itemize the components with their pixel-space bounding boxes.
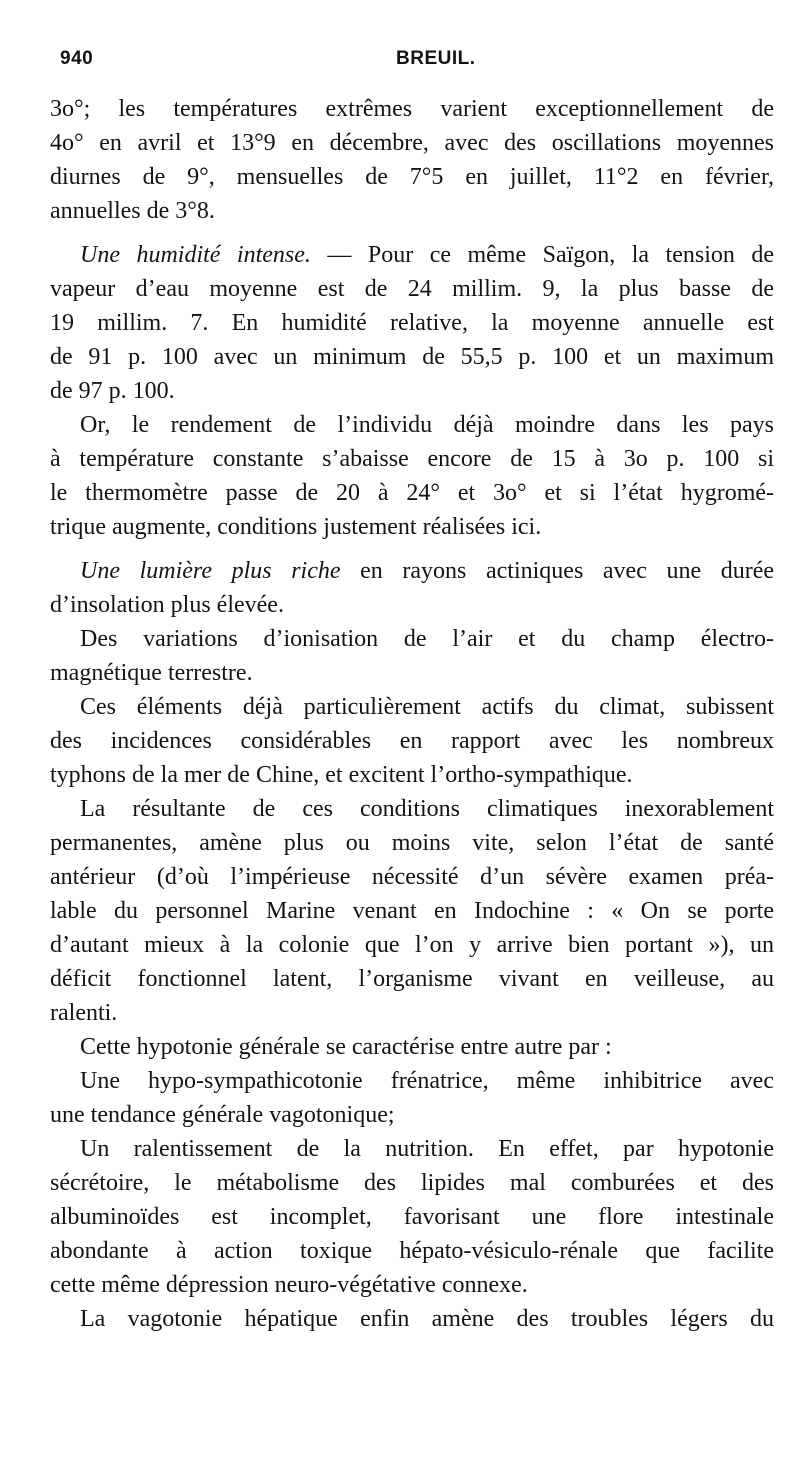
text-line: 4o° en avril et 13°9 en décembre, avec des oscillations moyennes xyxy=(50,130,774,156)
text-line: de 97 p. 100. xyxy=(50,378,175,404)
text-line: ralenti. xyxy=(50,1000,118,1026)
text-line: déficit fonctionnel latent, l’organisme vivant en veilleuse, au xyxy=(50,966,774,992)
paragraph-vagotonie xyxy=(50,1302,774,1336)
paragraph-nutrition xyxy=(50,1132,774,1302)
italic-lead-in: Une lumière plus riche xyxy=(80,558,341,584)
text-line: typhons de la mer de Chine, et excitent l’ortho-sympathique. xyxy=(50,762,633,788)
text-line: abondante à action toxique hépato-vésiculo-rénale que facilite xyxy=(50,1238,774,1264)
body-text xyxy=(50,92,774,1336)
text-line: le thermomètre passe de 20 à 24° et 3o° et si l’état hygromé- xyxy=(50,480,774,506)
text-line: cette même dépression neuro-végétative connexe. xyxy=(50,1272,528,1298)
paragraph-temperatures xyxy=(50,92,774,228)
text-line: une tendance générale vagotonique; xyxy=(50,1102,395,1128)
text-line: diurnes de 9°, mensuelles de 7°5 en juillet, 11°2 en février, xyxy=(50,164,774,190)
text-line: à température constante s’abaisse encore de 15 à 3o p. 100 si xyxy=(50,446,774,472)
text-line: antérieur (d’où l’impérieuse nécessité d’un sévère examen préa- xyxy=(50,864,774,890)
text-line: annuelles de 3°8. xyxy=(50,198,215,224)
paragraph-hypotonie xyxy=(50,1030,774,1064)
text-line: d’autant mieux à la colonie que l’on y arrive bien portant »), un xyxy=(50,932,774,958)
text-line: Un ralentissement de la nutrition. En effet, par hypotonie xyxy=(80,1136,774,1162)
text-line: 19 millim. 7. En humidité relative, la moyenne annuelle est xyxy=(50,310,774,336)
paragraph-resultante xyxy=(50,792,774,1030)
text-line: Une hypo-sympathicotonie frénatrice, même inhibitrice avec xyxy=(80,1068,774,1094)
text-line: vapeur d’eau moyenne est de 24 millim. 9, la plus basse de xyxy=(50,276,774,302)
italic-lead-in: Une humidité intense. xyxy=(80,242,311,268)
text-line: Cette hypotonie générale se caractérise entre autre par : xyxy=(80,1034,612,1060)
paragraph-humidity xyxy=(50,238,774,408)
text-line: Or, le rendement de l’individu déjà moindre dans les pays xyxy=(80,412,774,438)
paragraph-ionisation xyxy=(50,622,774,690)
paragraph-lumiere xyxy=(50,554,774,622)
running-head xyxy=(60,48,754,78)
running-title: BREUIL. xyxy=(396,48,476,69)
text-line xyxy=(50,238,774,272)
text-line: lable du personnel Marine venant en Indochine : « On se porte xyxy=(50,898,774,924)
text-line: albuminoïdes est incomplet, favorisant une flore intestinale xyxy=(50,1204,774,1230)
text-line: 3o°; les températures extrêmes varient exceptionnellement de xyxy=(50,96,774,122)
text-line: d’insolation plus élevée. xyxy=(50,592,284,618)
text-line: La vagotonie hépatique enfin amène des troubles légers du xyxy=(80,1306,774,1332)
text-line: magnétique terrestre. xyxy=(50,660,253,686)
paragraph-elements xyxy=(50,690,774,792)
text-fragment: — Pour ce même Saïgon, la tension de xyxy=(310,242,774,268)
text-line xyxy=(50,554,774,588)
text-line: permanentes, amène plus ou moins vite, selon l’état de santé xyxy=(50,830,774,856)
page-number: 940 xyxy=(60,48,94,69)
text-line: de 91 p. 100 avec un minimum de 55,5 p. 100 et un maximum xyxy=(50,344,774,370)
text-line: Ces éléments déjà particulièrement actifs du climat, subissent xyxy=(80,694,774,720)
paragraph-rendement xyxy=(50,408,774,544)
text-fragment: en rayons actiniques avec une durée xyxy=(340,558,774,584)
text-line: sécrétoire, le métabolisme des lipides mal comburées et des xyxy=(50,1170,774,1196)
text-line: des incidences considérables en rapport avec les nombreux xyxy=(50,728,774,754)
text-line: La résultante de ces conditions climatiques inexorablement xyxy=(80,796,774,822)
text-line: Des variations d’ionisation de l’air et du champ électro- xyxy=(80,626,774,652)
text-line: trique augmente, conditions justement réalisées ici. xyxy=(50,514,542,540)
paragraph-sympathicotonie xyxy=(50,1064,774,1132)
